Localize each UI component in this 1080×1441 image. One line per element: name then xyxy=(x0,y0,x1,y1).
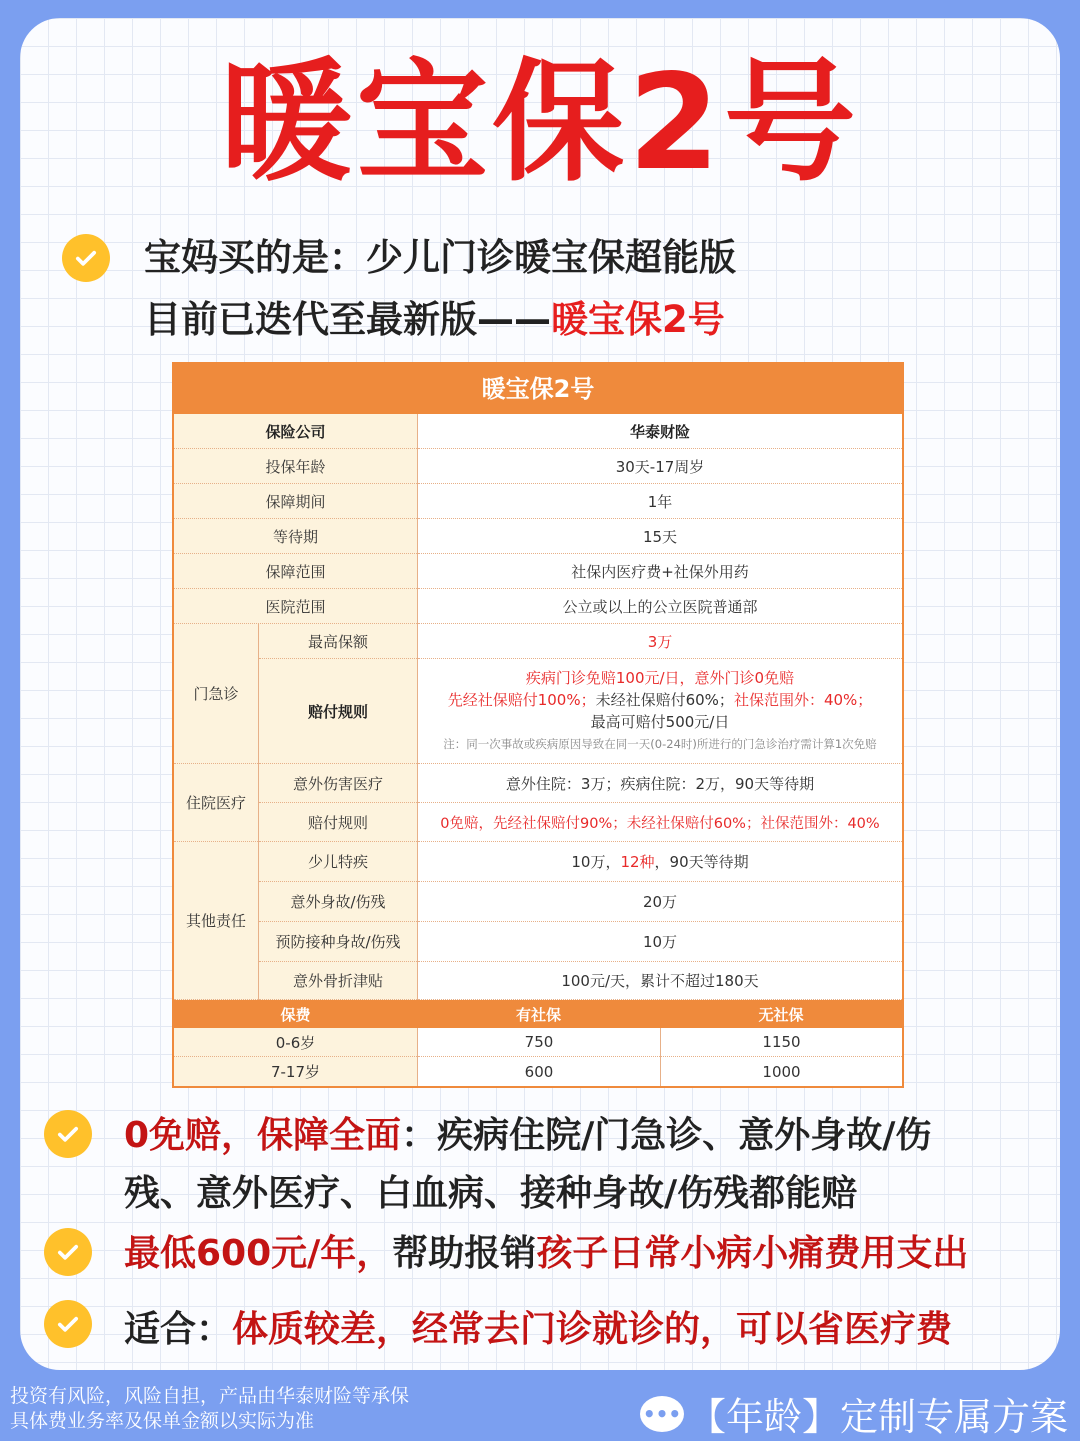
premium-row-age: 0-6岁 xyxy=(174,1028,417,1057)
table-title: 暖宝保2号 xyxy=(174,364,902,414)
premium-row-without: 1150 xyxy=(661,1028,902,1057)
chat-bubble-icon: ••• xyxy=(640,1396,684,1432)
waiting-value: 15天 xyxy=(418,519,902,554)
outpatient-rule-label: 赔付规则 xyxy=(259,659,417,764)
vaccine-label: 预防接种身故/伤残 xyxy=(259,922,417,962)
scope-value: 社保内医疗费+社保外用药 xyxy=(418,554,902,589)
period-value: 1年 xyxy=(418,484,902,519)
inpatient-accident-label: 意外伤害医疗 xyxy=(259,764,417,803)
check-icon xyxy=(44,1300,92,1348)
inpatient-group: 住院医疗 xyxy=(174,764,258,842)
inpatient-accident-value: 意外住院：3万；疾病住院：2万，90天等待期 xyxy=(418,764,902,803)
page-title: 暖宝保2号 xyxy=(220,46,860,200)
company-label: 保险公司 xyxy=(174,414,417,449)
intro-line-1: 宝妈买的是：少儿门诊暖宝保超能版 xyxy=(144,236,736,279)
point-3: 适合：体质较差，经常去门诊就诊的，可以省医疗费 xyxy=(124,1309,953,1350)
inpatient-rule-value: 0免赔，先经社保赔付90%；未经社保赔付60%；社保范围外：40% xyxy=(418,803,902,842)
premium-header-label: 保费 xyxy=(174,1000,417,1028)
death-value: 20万 xyxy=(418,882,902,922)
intro-highlight: 暖宝保2号 xyxy=(551,298,725,341)
waiting-label: 等待期 xyxy=(174,519,417,554)
company-value: 华泰财险 xyxy=(418,414,902,449)
intro-line-2: 目前已迭代至最新版——暖宝保2号 xyxy=(144,298,725,341)
check-icon xyxy=(44,1228,92,1276)
premium-row-without: 1000 xyxy=(762,1062,801,1081)
check-icon xyxy=(44,1110,92,1158)
scope-label: 保障范围 xyxy=(174,554,417,589)
death-label: 意外身故/伤残 xyxy=(259,882,417,922)
premium-header-without: 无社保 xyxy=(660,1000,902,1028)
point-1-line-1: 0免赔，保障全面：疾病住院/门急诊、意外身故/伤 xyxy=(124,1115,932,1156)
premium-row-age: 7-17岁 xyxy=(174,1057,417,1086)
point-2: 最低600元/年，帮助报销孩子日常小病小痛费用支出 xyxy=(124,1233,969,1274)
age-value: 30天-17周岁 xyxy=(418,449,902,484)
hospital-value: 公立或以上的公立医院普通部 xyxy=(418,589,902,624)
premium-row-with: 600 xyxy=(524,1062,554,1081)
check-icon xyxy=(62,234,110,282)
outpatient-max-value: 3万 xyxy=(418,624,902,659)
premium-header-with: 有社保 xyxy=(417,1000,660,1028)
outpatient-max-label: 最高保额 xyxy=(259,624,417,659)
fracture-value: 100元/天，累计不超过180天 xyxy=(418,962,902,1000)
vaccine-value: 10万 xyxy=(418,922,902,962)
inpatient-rule-label: 赔付规则 xyxy=(259,803,417,842)
outpatient-group: 门急诊 xyxy=(174,624,258,764)
disease-label: 少儿特疾 xyxy=(259,842,417,882)
fracture-label: 意外骨折津贴 xyxy=(259,962,417,1000)
outpatient-rule-value: 疾病门诊免赔100元/日，意外门诊0免赔 先经社保赔付100%；未经社保赔付60%；社保范围外：40%； 最高可赔付500元/日 注：同一次事故或疾病原因导致在同一天(0-24时)所进行的门急诊治疗需计算1次免赔 xyxy=(418,659,902,764)
custom-plan-cta[interactable]: ••• 【年龄】定制专属方案 xyxy=(640,1386,1068,1441)
premium-row-with: 750 xyxy=(418,1028,660,1057)
point-1-line-2: 残、意外医疗、白血病、接种身故/伤残都能赔 xyxy=(124,1173,858,1214)
other-group: 其他责任 xyxy=(174,842,258,1000)
disease-value: 10万， 12种 ，90天等待期 xyxy=(418,842,902,882)
hospital-label: 医院范围 xyxy=(174,589,417,624)
age-label: 投保年龄 xyxy=(174,449,417,484)
product-table xyxy=(172,362,904,1088)
period-label: 保障期间 xyxy=(174,484,417,519)
disclaimer: 投资有风险，风险自担，产品由华泰财险等承保 具体费业务率及保单金额以实际为准 xyxy=(10,1385,410,1432)
